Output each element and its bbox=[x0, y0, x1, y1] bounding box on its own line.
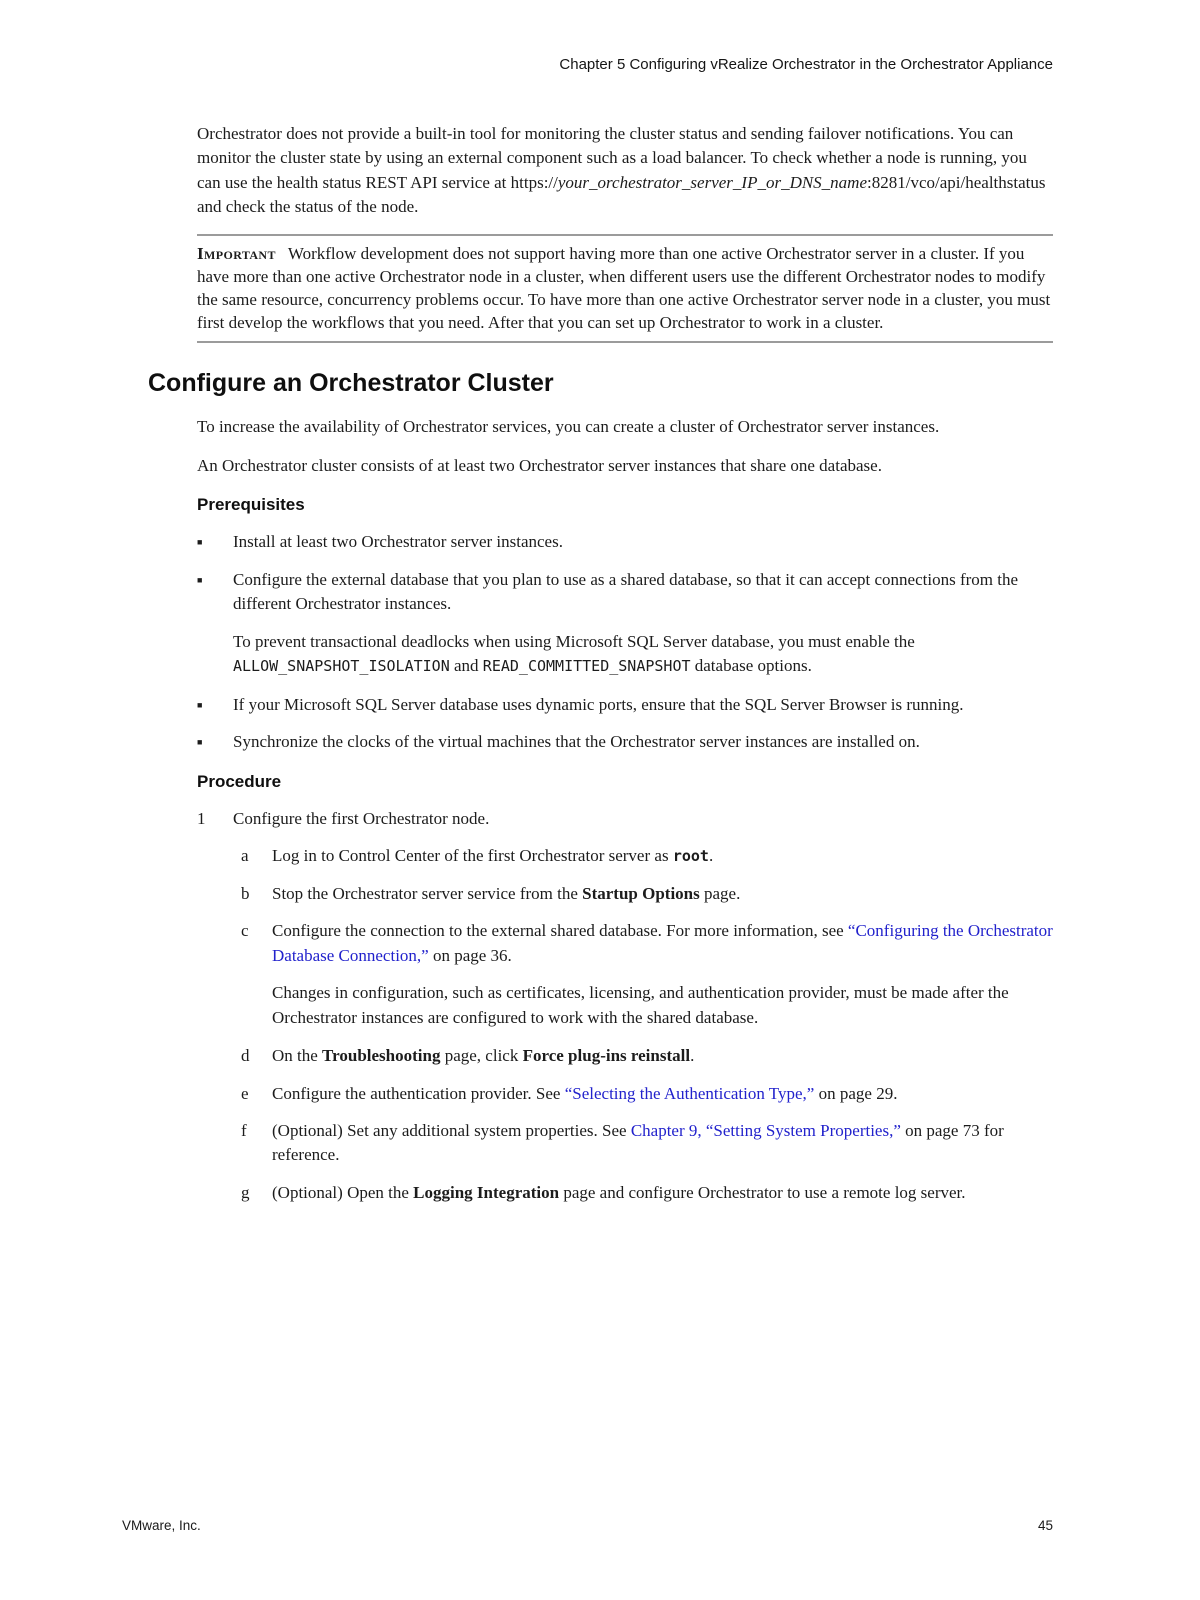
list-item-text: Configure the connection to the external shared database. For more information, see “Configuring the Orchestrator Database Connection,” on page 36. bbox=[272, 921, 1053, 965]
list-marker: c bbox=[241, 921, 249, 941]
list-marker: a bbox=[241, 846, 249, 866]
bullet-marker: ■ bbox=[197, 699, 203, 710]
bullet-marker: ■ bbox=[197, 537, 203, 548]
lettered-substep bbox=[241, 882, 1053, 906]
list-item-text: (Optional) Open the Logging Integration page and configure Orchestrator to use a remote log server. bbox=[272, 1182, 966, 1202]
bullet-marker: ■ bbox=[197, 737, 203, 748]
footer-vendor: VMware, Inc. bbox=[122, 1518, 201, 1533]
note-label: Important bbox=[197, 243, 276, 263]
text-run: Logging Integration bbox=[413, 1182, 560, 1202]
list-item-text: Configure the first Orchestrator node. bbox=[233, 808, 490, 828]
bullet-item bbox=[197, 530, 1053, 554]
footer-page-number: 45 bbox=[1037, 1518, 1053, 1533]
lettered-substep bbox=[241, 1119, 1053, 1168]
list-marker: f bbox=[241, 1121, 247, 1140]
paragraph: To prevent transactional deadlocks when using Microsoft SQL Server database, you must enable the ALLOW_SNAPSHOT_ISOLATION and READ_COMMITTED_SNAPSHOT database options. bbox=[233, 631, 915, 676]
paragraph: Changes in configuration, such as certificates, licensing, and authentication provider, must be made after the Orchestrator instances are configured to work with the shared database. bbox=[272, 983, 1009, 1027]
section-title: Configure an Orchestrator Cluster bbox=[148, 368, 554, 397]
list-item-text: Stop the Orchestrator server service from the Startup Options page. bbox=[272, 883, 741, 903]
list-item-text: On the Troubleshooting page, click Force plug-ins reinstall. bbox=[272, 1046, 695, 1066]
lettered-substep bbox=[241, 1044, 1053, 1068]
paragraph: To increase the availability of Orchestrator services, you can create a cluster of Orchestrator server instances. bbox=[197, 417, 940, 437]
list-marker: d bbox=[241, 1046, 250, 1066]
list-item-text: Log in to Control Center of the first Orchestrator server as root. bbox=[272, 846, 714, 866]
bullet-marker: ■ bbox=[197, 574, 203, 585]
list-item-text: Configure the external database that you plan to use as a shared database, so that it can accept connections from the different Orchestrator instances. bbox=[233, 569, 1019, 614]
bullet-item bbox=[197, 568, 1053, 617]
list-item-text: Install at least two Orchestrator server instances. bbox=[233, 532, 563, 552]
text-run: root bbox=[672, 847, 709, 866]
lettered-substep bbox=[241, 844, 1053, 868]
numbered-step bbox=[197, 807, 1053, 831]
bullet-item bbox=[197, 693, 1053, 717]
list-item-text: If your Microsoft SQL Server database uses dynamic ports, ensure that the SQL Server Browser is running. bbox=[233, 694, 964, 714]
subsection-heading: Prerequisites bbox=[197, 495, 305, 515]
list-item-text: Synchronize the clocks of the virtual machines that the Orchestrator server instances are installed on. bbox=[233, 732, 920, 752]
text-run: READ_COMMITTED_SNAPSHOT bbox=[482, 657, 691, 676]
page-body bbox=[148, 122, 1053, 1218]
cross-reference-link[interactable]: Chapter 9, “Setting System Properties,” bbox=[630, 1121, 901, 1140]
list-marker: 1 bbox=[197, 808, 206, 828]
cross-reference-link[interactable]: “Configuring the Orchestrator Database Connection,” bbox=[272, 921, 1053, 965]
text-run: Troubleshooting bbox=[322, 1046, 441, 1066]
list-marker: b bbox=[241, 883, 250, 903]
list-marker: e bbox=[241, 1083, 249, 1103]
list-item-text: Configure the authentication provider. See “Selecting the Authentication Type,” on page 29. bbox=[272, 1083, 898, 1103]
text-run: Startup Options bbox=[582, 883, 700, 903]
list-item-text: (Optional) Set any additional system properties. See Chapter 9, “Setting System Properties,” on page 73 for reference. bbox=[272, 1121, 1004, 1165]
lettered-substep bbox=[241, 919, 1053, 968]
paragraph: An Orchestrator cluster consists of at least two Orchestrator server instances that share one database. bbox=[197, 455, 882, 475]
important-note: Important Workflow development does not support having more than one active Orchestrator server in a cluster. If you have more than one active Orchestrator node in a cluster, when different users use the different Orchestrator nodes to modify the same resource, concurrency problems occur. To have more than one active Orchestrator server node in a cluster, you must first develop the workflows that you need. After that you can set up Orchestrator to work in a cluster. bbox=[197, 234, 1053, 343]
running-header: Chapter 5 Configuring vRealize Orchestrator in the Orchestrator Appliance bbox=[559, 56, 1053, 73]
lettered-substep bbox=[241, 1181, 1053, 1205]
cross-reference-link[interactable]: “Selecting the Authentication Type,” bbox=[564, 1083, 815, 1103]
paragraph: Orchestrator does not provide a built-in tool for monitoring the cluster status and sending failover notifications. You can monitor the cluster state by using an external component such as a load balancer. To check whether a node is running, you can use the health status REST API service at https://your_orchestrator_server_IP_or_DNS_name:8281/vco/api/healthstatus and check the status of the node. bbox=[197, 124, 1046, 217]
list-marker: g bbox=[241, 1182, 250, 1202]
bullet-item bbox=[197, 730, 1053, 754]
text-run: ALLOW_SNAPSHOT_ISOLATION bbox=[233, 657, 450, 676]
text-run: Force plug-ins reinstall bbox=[522, 1046, 691, 1066]
text-run: your_orchestrator_server_IP_or_DNS_name bbox=[557, 172, 868, 192]
subsection-heading: Procedure bbox=[197, 771, 282, 791]
lettered-substep bbox=[241, 1082, 1053, 1106]
